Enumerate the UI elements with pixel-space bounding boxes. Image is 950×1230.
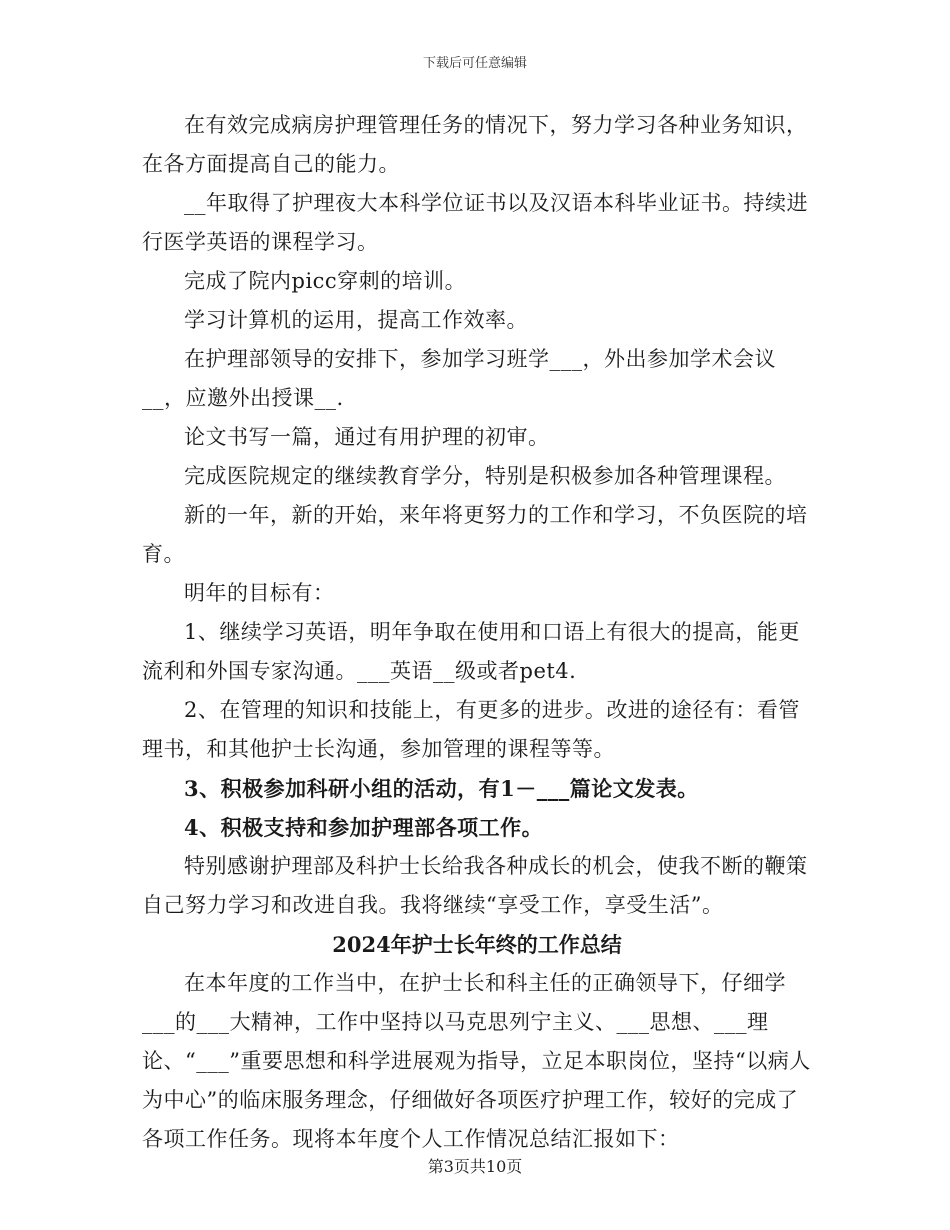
document-body (142, 106, 812, 1159)
paragraph: 学习计算机的运用，提高工作效率。 (184, 308, 528, 332)
section-paragraph: 在本年度的工作当中，在护士长和科主任的正确领导下，仔细学___的___大精神，工作中坚持以马克思列宁主义、___思想、___理论、“___”重要思想和科学进展观为指导，立足本职岗位，坚持“以病人为中心”的临床服务理念，仔细做好各项医疗护理工作，较好的完成了各项工作任务。现将本年度个人工作情况总结汇报如下： (142, 971, 811, 1151)
paragraph: 在有效完成病房护理管理任务的情况下，努力学习各种业务知识，在各方面提高自己的能力。 (142, 113, 808, 176)
paragraph: 特别感谢护理部及科护士长给我各种成长的机会，使我不断的鞭策自己努力学习和改进自我。我将继续“享受工作，享受生活”。 (142, 854, 808, 917)
paragraph: 完成了院内picc穿刺的培训。 (184, 269, 467, 293)
paragraph: __年取得了护理夜大本科学位证书以及汉语本科毕业证书。持续进行医学英语的课程学习。 (142, 191, 808, 254)
paragraph: 明年的目标有： (184, 581, 335, 605)
goal-item-2: 2、在管理的知识和技能上，有更多的进步。改进的途径有：看管理书，和其他护士长沟通，参加管理的课程等等。 (142, 698, 800, 761)
goal-item-3: 3、积极参加科研小组的活动，有1－___篇论文发表。 (184, 776, 699, 801)
paragraph: 新的一年，新的开始，来年将更努力的工作和学习，不负医院的培育。 (142, 503, 808, 566)
paragraph: 完成医院规定的继续教育学分，特别是积极参加各种管理课程。 (184, 464, 786, 488)
paragraph: 论文书写一篇，通过有用护理的初审。 (184, 425, 550, 449)
page-header: 下载后可任意编辑 (422, 56, 527, 71)
section-title: 2024年护士长年终的工作总结 (332, 932, 622, 957)
paragraph: 在护理部领导的安排下，参加学习班学___，外出参加学术会议__，应邀外出授课__. (142, 347, 776, 410)
page-footer: 第3页共10页 (427, 1157, 523, 1176)
goal-item-1: 1、继续学习英语，明年争取在使用和口语上有很大的提高，能更流利和外国专家沟通。___英语__级或者pet4. (142, 620, 800, 683)
goal-item-4: 4、积极支持和参加护理部各项工作。 (184, 815, 544, 840)
